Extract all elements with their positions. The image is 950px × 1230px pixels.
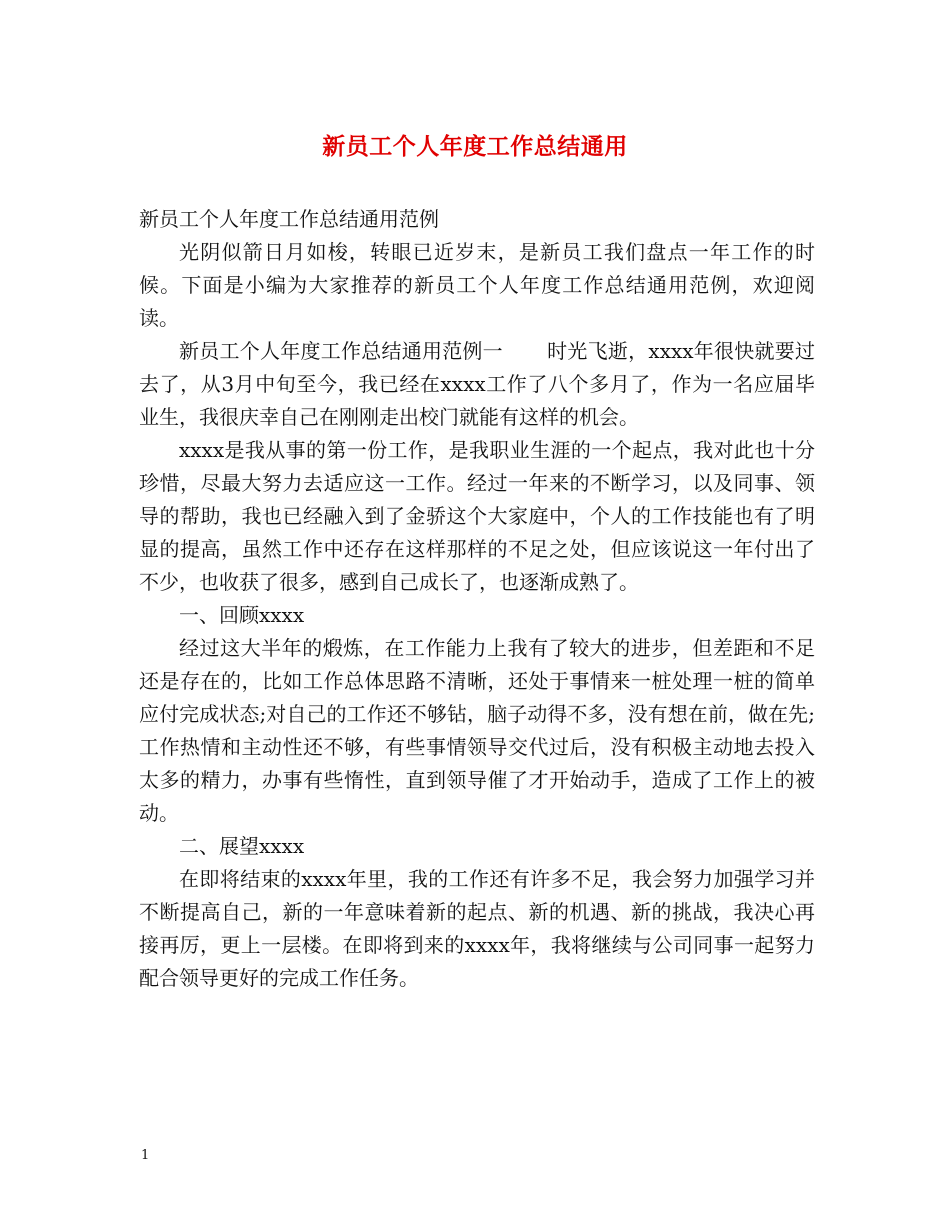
example-text: 时光飞逝，xxxx年很快就要过去了，从3月中旬至今，我已经在xxxx工作了八个多月了，作为一名应届毕业生，我很庆幸自己在刚刚走出校门就能有这样的机会。 bbox=[139, 339, 816, 429]
section-1-heading: 一、回顾xxxx bbox=[179, 603, 305, 627]
document-subtitle: 新员工个人年度工作总结通用范例 bbox=[139, 207, 439, 231]
paragraph-2: xxxx是我从事的第一份工作，是我职业生涯的一个起点，我对此也十分珍惜，尽最大努力去适应这一工作。经过一年来的不断学习，以及同事、领导的帮助，我也已经融入到了金骄这个大家庭中，个人的工作技能也有了明显的提高，虽然工作中还存在这样那样的不足之处，但应该说这一年付出了不少，也收获了很多，感到自己成长了，也逐渐成熟了。 bbox=[139, 438, 815, 594]
section-2-text: 在即将结束的xxxx年里，我的工作还有许多不足，我会努力加强学习并不断提高自己，新的一年意味着新的起点、新的机遇、新的挑战，我决心再接再厉，更上一层楼。在即将到来的xxxx年，我将继续与公司同事一起努力配合领导更好的完成工作任务。 bbox=[139, 867, 815, 990]
example-paragraph bbox=[139, 335, 815, 434]
page-number: 1 bbox=[141, 1148, 150, 1163]
document-title: 新员工个人年度工作总结通用 bbox=[322, 134, 628, 160]
intro-paragraph: 光阴似箭日月如梭，转眼已近岁末，是新员工我们盘点一年工作的时候。下面是小编为大家推荐的新员工个人年度工作总结通用范例，欢迎阅读。 bbox=[139, 240, 815, 330]
section-2-heading: 二、展望xxxx bbox=[179, 834, 305, 858]
document-body bbox=[139, 203, 815, 995]
example-heading: 新员工个人年度工作总结通用范例一 bbox=[179, 339, 503, 363]
section-1-text: 经过这大半年的煅炼，在工作能力上我有了较大的进步，但差距和不足还是存在的，比如工作总体思路不清晰，还处于事情来一桩处理一桩的简单应付完成状态;对自己的工作还不够钻，脑子动得不多，没有想在前，做在先;工作热情和主动性还不够，有些事情领导交代过后，没有积极主动地去投入太多的精力，办事有些惰性，直到领导催了才开始动手，造成了工作上的被动。 bbox=[139, 636, 815, 825]
